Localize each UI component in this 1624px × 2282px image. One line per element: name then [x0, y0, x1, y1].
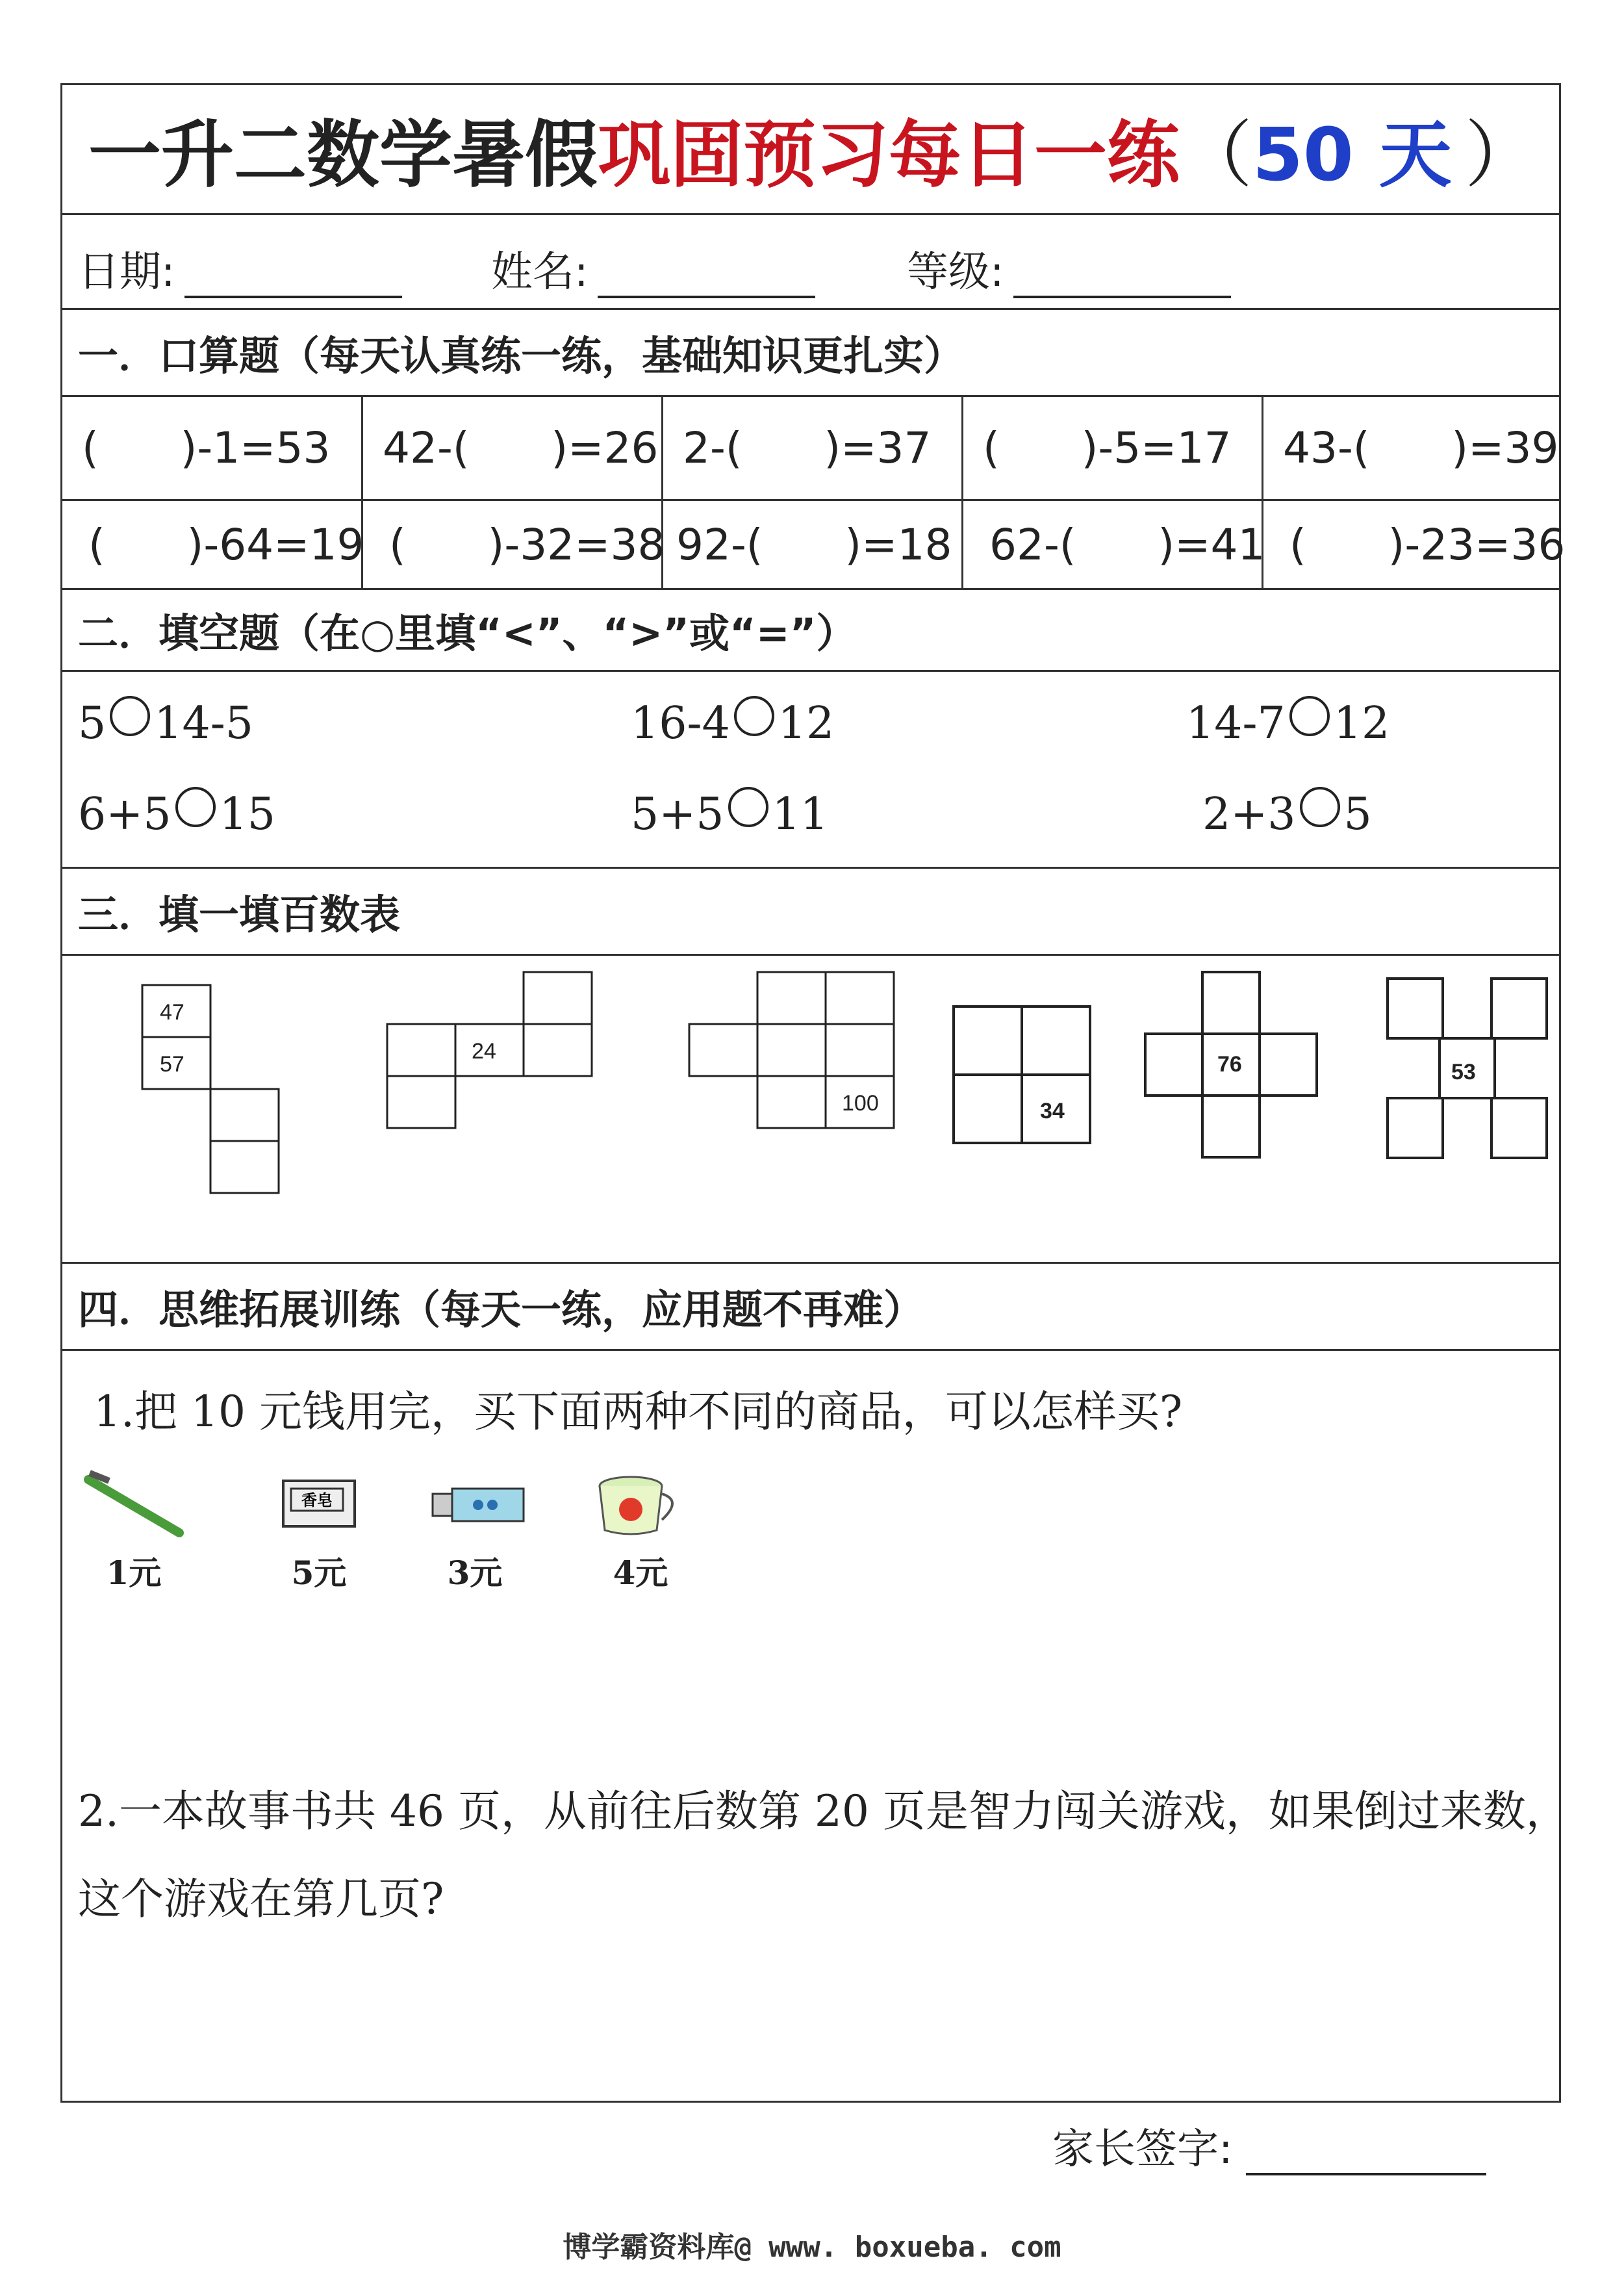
- date-line[interactable]: [184, 257, 402, 298]
- calc-cell: 92-( )=18: [663, 501, 963, 590]
- toothbrush-price: 1元: [106, 1554, 162, 1592]
- compare-item: [1202, 789, 1372, 840]
- compare-circle[interactable]: [734, 696, 774, 736]
- chart-number: 24: [472, 1039, 496, 1064]
- title-close-paren: ）: [1464, 113, 1538, 198]
- goods-cup: [592, 1468, 689, 1594]
- date-field: [78, 238, 402, 298]
- compare-right: 14-5: [154, 698, 254, 749]
- section2-heading-text: 二．填空题（在○里填“<”、“>”或“=”）: [78, 609, 857, 657]
- goods-toothbrush: [82, 1468, 186, 1594]
- compare-left: 16-4: [631, 698, 730, 749]
- compare-circle[interactable]: [728, 787, 768, 827]
- section4-heading: [62, 1264, 1559, 1351]
- compare-right: 12: [778, 698, 835, 749]
- compare-item: [1186, 698, 1389, 749]
- worksheet-title: [62, 85, 1559, 215]
- calc-cell: ( )-64=19: [62, 501, 363, 590]
- section1-heading: [62, 310, 1559, 397]
- calc-cell: ( )-5=17: [963, 397, 1263, 501]
- info-row: [62, 215, 1559, 310]
- compare-left: 6+5: [78, 789, 171, 840]
- toothbrush-icon: [82, 1468, 186, 1539]
- signature-line[interactable]: [1246, 2134, 1486, 2175]
- compare-circle[interactable]: [175, 787, 216, 827]
- chart-number: 53: [1451, 1060, 1476, 1084]
- section1-heading-text: 一．口算题（每天认真练一练，基础知识更扎实）: [78, 332, 965, 379]
- section3-heading: [62, 869, 1559, 956]
- calc-cell: 62-( )=41: [963, 501, 1263, 590]
- compare-left: 5: [78, 698, 107, 749]
- chart-number: 100: [842, 1091, 879, 1116]
- cup-icon: [592, 1468, 689, 1539]
- question-2-line-2: 这个游戏在第几页?: [78, 1874, 444, 1924]
- goods-toothpaste: [420, 1468, 530, 1594]
- calc-cell: 42-( )=26: [363, 397, 663, 501]
- chart-number: 57: [160, 1052, 184, 1077]
- question-2-line-1: 2.一本故事书共 46 页，从前往后数第 20 页是智力闯关游戏，如果倒过来数，: [78, 1786, 1569, 1836]
- soap-price: 5元: [291, 1554, 347, 1592]
- calc-cell: ( )-23=36: [1263, 501, 1559, 590]
- calc-cell: ( )-32=38: [363, 501, 663, 590]
- word-problems-area: [62, 1351, 1569, 2103]
- section3-heading-text: 三．填一填百数表: [78, 891, 401, 938]
- compare-right: 5: [1343, 789, 1372, 840]
- name-field: [491, 238, 815, 298]
- title-part-2: 巩固预习每日一练: [598, 113, 1180, 198]
- compare-right: 11: [772, 789, 829, 840]
- compare-left: 5+5: [631, 789, 724, 840]
- soap-icon: [277, 1468, 361, 1539]
- parent-signature: [1052, 2116, 1486, 2175]
- calc-cell: 43-( )=39: [1263, 397, 1559, 501]
- compare-item: [631, 789, 828, 840]
- date-label: 日期:: [78, 248, 175, 296]
- worksheet: [60, 83, 1569, 2103]
- grade-field: [907, 238, 1231, 298]
- grade-line[interactable]: [1013, 257, 1231, 298]
- compare-item: [631, 698, 834, 749]
- compare-item: [78, 789, 275, 840]
- section2-heading: [62, 590, 1559, 672]
- title-open-paren: （: [1180, 113, 1252, 198]
- grade-label: 等级:: [907, 248, 1004, 296]
- toothpaste-price: 3元: [447, 1554, 503, 1592]
- cup-price: 4元: [613, 1554, 668, 1592]
- calc-cell: ( )-1=53: [62, 397, 363, 501]
- toothpaste-icon: [420, 1468, 530, 1539]
- hundred-chart-puzzles: [62, 956, 1559, 1261]
- name-label: 姓名:: [491, 248, 589, 296]
- compare-left: 2+3: [1202, 789, 1296, 840]
- compare-circle[interactable]: [110, 696, 150, 736]
- name-line[interactable]: [598, 257, 815, 298]
- compare-left: 14-7: [1186, 698, 1286, 749]
- title-days: 50 天: [1252, 113, 1452, 198]
- chart-number: 76: [1217, 1052, 1242, 1077]
- hundred-chart-area: [62, 956, 1559, 1264]
- compare-item: [78, 698, 253, 749]
- question-1: 1.把 10 元钱用完，买下面两种不同的商品，可以怎样买?: [94, 1387, 1183, 1437]
- footer-watermark: 博学霸资料库@ www. boxueba. com: [563, 2231, 1061, 2264]
- calc-cell: 2-( )=37: [663, 397, 963, 501]
- section4-heading-text: 四．思维拓展训练（每天一练，应用题不再难）: [78, 1286, 924, 1333]
- soap-label: 香皂: [301, 1492, 333, 1509]
- chart-number: 34: [1040, 1099, 1065, 1123]
- compare-right: 15: [219, 789, 276, 840]
- goods-soap: [273, 1468, 364, 1594]
- compare-area: [62, 672, 1559, 869]
- compare-right: 12: [1333, 698, 1390, 749]
- compare-circle[interactable]: [1289, 696, 1330, 736]
- signature-label: 家长签字:: [1052, 2125, 1233, 2173]
- chart-number: 47: [160, 1000, 184, 1025]
- title-part-1: 一升二数学暑假: [88, 113, 598, 198]
- compare-circle[interactable]: [1300, 787, 1340, 827]
